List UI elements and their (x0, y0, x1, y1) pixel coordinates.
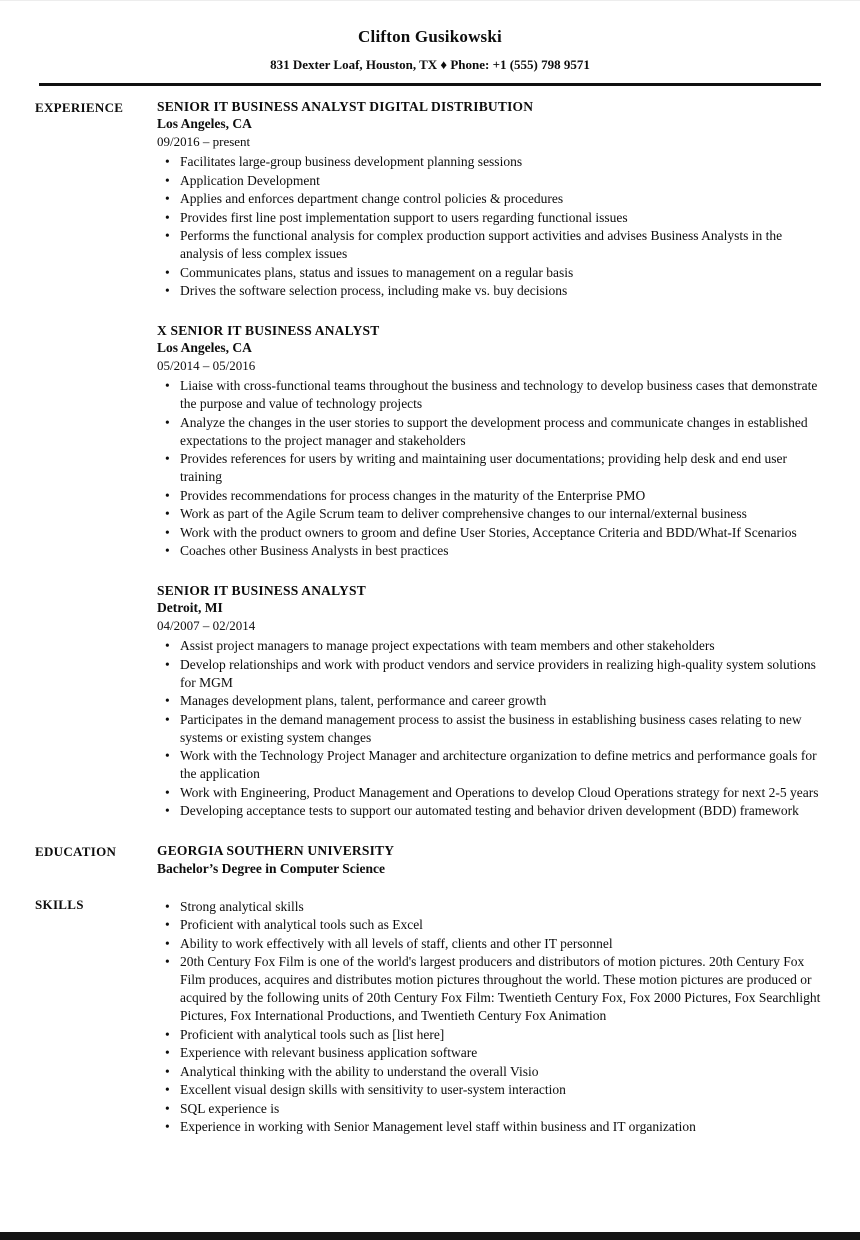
skills-bullet-list (157, 898, 825, 1137)
bullet-item: • Drives the software selection process, including make vs. buy decisions (178, 282, 825, 300)
bullet-item: • Applies and enforces department change control policies & procedures (178, 190, 825, 208)
bullet-item: • Analyze the changes in the user stories to support the development process and communicate changes in established expectations to the project manager and stakeholders (178, 414, 825, 450)
skills-section (35, 896, 825, 1137)
bullet-item: • Manages development plans, talent, performance and career growth (178, 692, 825, 710)
bullet-item: • Experience in working with Senior Management level staff within business and IT organization (178, 1118, 825, 1136)
bullet-item: • Excellent visual design skills with sensitivity to user-system interaction (178, 1081, 825, 1099)
section-label-experience: EXPERIENCE (35, 100, 124, 115)
bullet-item: • Application Development (178, 172, 825, 190)
school-name: GEORGIA SOUTHERN UNIVERSITY (157, 842, 395, 858)
contact-line: 831 Dexter Loaf, Houston, TX ♦ Phone: +1 (555) 798 9571 (270, 57, 590, 72)
bullet-item: • Proficient with analytical tools such as Excel (178, 916, 825, 934)
candidate-name: Clifton Gusikowski (358, 27, 502, 46)
job-bullet-list (157, 153, 825, 300)
bullet-item: • 20th Century Fox Film is one of the world's largest producers and distributors of motion pictures. 20th Century Fox Film produces, acquires and distributes motion pictures throughout the world. These motion pictures are produced or acquired by the following units of 20th Century Fox Film: Twentieth Century Fox, Fox 2000 Pictures, Fox Searchlight Pictures, Fox International Productions, and Twentieth Century Fox Animation (178, 953, 825, 1025)
job-title: SENIOR IT BUSINESS ANALYST DIGITAL DISTRIBUTION (157, 99, 534, 114)
job-location: Detroit, MI (157, 600, 223, 615)
job-title: SENIOR IT BUSINESS ANALYST (157, 583, 366, 598)
experience-section (35, 99, 825, 821)
education-content (157, 843, 825, 878)
bullet-item: • Communicates plans, status and issues to management on a regular basis (178, 264, 825, 282)
bullet-item: • Provides first line post implementation support to users regarding functional issues (178, 209, 825, 227)
bullet-item: • Work with Engineering, Product Management and Operations to develop Cloud Operations strategy for next 2-5 years (178, 784, 825, 802)
bullet-item: • Developing acceptance tests to support our automated testing and behavior driven development (BDD) framework (178, 802, 825, 820)
bullet-item: • Liaise with cross-functional teams throughout the business and technology to develop business cases that demonstrate the purpose and value of technology projects (178, 377, 825, 413)
job-entry (157, 99, 825, 300)
bullet-item: • Performs the functional analysis for complex production support activities and advises Business Analysts in the analysis of less complex issues (178, 227, 825, 263)
bullet-item: • Develop relationships and work with product vendors and service providers in realizing high-quality system solutions for MGM (178, 656, 825, 692)
bullet-item: • Work as part of the Agile Scrum team to deliver comprehensive changes to our internal/external business (178, 505, 825, 523)
job-dates: 09/2016 – present (157, 134, 251, 149)
bullet-item: • SQL experience is (178, 1100, 825, 1118)
job-entry (157, 583, 825, 820)
bullet-item: • Strong analytical skills (178, 898, 825, 916)
bullet-item: • Work with the product owners to groom and define User Stories, Acceptance Criteria and BDD/What-If Scenarios (178, 524, 825, 542)
resume-header (35, 27, 825, 86)
experience-content (157, 99, 825, 821)
header-divider (39, 83, 821, 86)
section-label-skills: SKILLS (35, 896, 84, 912)
education-section (35, 843, 825, 878)
bullet-item: • Analytical thinking with the ability to understand the overall Visio (178, 1063, 825, 1081)
bullet-item: • Participates in the demand management process to assist the business in establishing business cases relating to new systems or existing system changes (178, 711, 825, 747)
degree: Bachelor’s Degree in Computer Science (157, 860, 385, 876)
bullet-item: • Proficient with analytical tools such as [list here] (178, 1026, 825, 1044)
bullet-item: • Assist project managers to manage project expectations with team members and other stakeholders (178, 637, 825, 655)
job-entry (157, 323, 825, 560)
skills-content (157, 896, 825, 1137)
job-dates: 05/2014 – 05/2016 (157, 358, 256, 373)
job-location: Los Angeles, CA (157, 116, 252, 131)
section-label-education: EDUCATION (35, 843, 117, 859)
bullet-item: • Provides recommendations for process changes in the maturity of the Enterprise PMO (178, 487, 825, 505)
job-dates: 04/2007 – 02/2014 (157, 618, 256, 633)
job-bullet-list (157, 377, 825, 560)
job-bullet-list (157, 637, 825, 820)
bullet-item: • Work with the Technology Project Manager and architecture organization to define metrics and performance goals for the application (178, 747, 825, 783)
job-location: Los Angeles, CA (157, 340, 252, 355)
bullet-item: • Coaches other Business Analysts in best practices (178, 542, 825, 560)
job-title: X SENIOR IT BUSINESS ANALYST (157, 323, 380, 338)
bullet-item: • Ability to work effectively with all levels of staff, clients and other IT personnel (178, 935, 825, 953)
bottom-bar (0, 1232, 860, 1240)
bullet-item: • Facilitates large-group business development planning sessions (178, 153, 825, 171)
bullet-item: • Provides references for users by writing and maintaining user documentations; providing help desk and end user training (178, 450, 825, 486)
bullet-item: • Experience with relevant business application software (178, 1044, 825, 1062)
